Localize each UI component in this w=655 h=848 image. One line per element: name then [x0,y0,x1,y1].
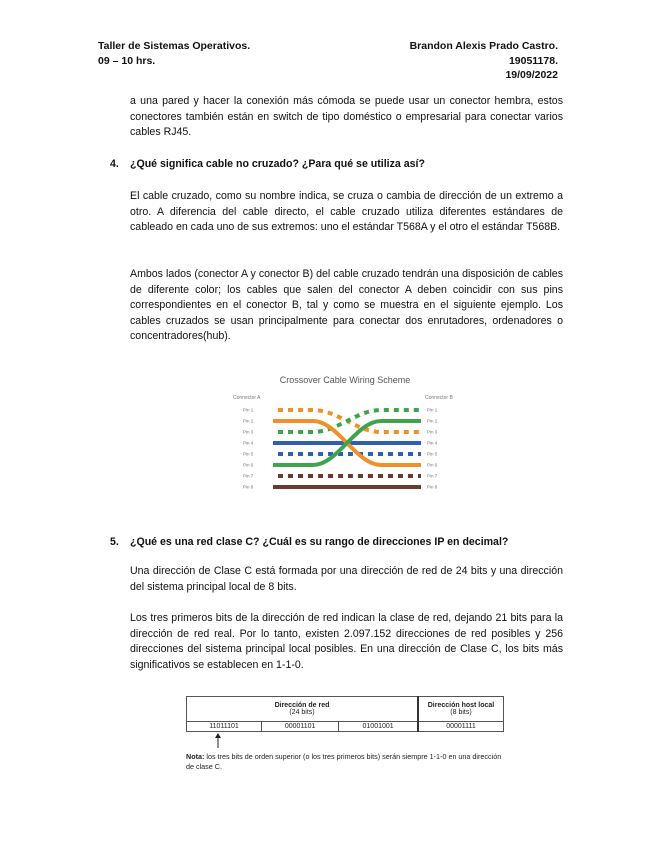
q5-paragraph-1: Una dirección de Clase C está formada por una dirección de red de 24 bits y una dirección del sistema principal local de 8 bits. [130,565,563,593]
octet-cell: 11011101 [187,722,262,732]
class-c-table [186,696,504,732]
q5-number: 5. [110,536,119,548]
pin-label: Pin 8 [427,484,438,490]
figure-title: Crossover Cable Wiring Scheme [279,375,411,385]
q5-paragraph-2: Los tres primeros bits de la dirección de red indican la clase de red, dejando 21 bits para la dirección de red real. Por lo tanto, existen 2.097.152 direcciones de red posibles y 256 direcciones del sistema principal local posibles. En una dirección de Clase C, los bits más significativos se establecen en 1-1-0. [130,612,563,671]
pin-label: Pin 1 [243,407,254,413]
q5-question: ¿Qué es una red clase C? ¿Cuál es su rango de direcciones IP en decimal? [130,536,509,548]
pin-label: Pin 5 [427,451,438,457]
pin-label: Pin 6 [427,462,438,468]
connector-b-label: Connector B [425,395,453,401]
q4-question: ¿Qué significa cable no cruzado? ¿Para qué se utiliza así? [130,158,425,170]
pin-label: Pin 2 [427,418,438,424]
pin-label: Pin 3 [243,429,254,435]
octet-cell: 00001111 [418,722,504,732]
up-arrow-icon [213,733,223,749]
pin-label: Pin 5 [243,451,254,457]
pin-label: Pin 8 [243,484,254,490]
octet-cell: 00001101 [262,722,339,732]
pin-label: Pin 1 [427,407,438,413]
wiring-diagram [225,372,465,497]
host-header-label: Dirección host local [427,702,495,709]
q4-number: 4. [110,158,119,170]
host-address-header [418,697,504,722]
q4-paragraph-1: El cable cruzado, como su nombre indica, se cruza o cambia de dirección de un extremo a otro. A diferencia del cable directo, el cable cruzado utiliza diferentes estándares de cableado en cada uno de sus extremos: uno el estándar T568A y el otro el estándar T568B. [130,190,563,233]
student-id: 19051178. [508,55,558,67]
note-label: Nota: [186,752,205,761]
pin-label: Pin 2 [243,418,254,424]
pin-label: Pin 7 [243,473,254,479]
octet-cell: 01001001 [339,722,418,732]
crossover-figure [225,372,465,497]
schedule: 09 – 10 hrs. [98,55,156,67]
net-bits-label: (24 bits) [289,709,315,716]
network-address-header [187,697,419,722]
connector-a-label: Connector A [233,395,261,401]
pin-label: Pin 3 [427,429,438,435]
table-note [186,752,504,772]
pin-label: Pin 4 [243,440,254,446]
author-name: Brandon Alexis Prado Castro. [409,40,558,52]
pin-label: Pin 4 [427,440,438,446]
intro-paragraph: a una pared y hacer la conexión más cómoda se puede usar un conector hembra, estos conectores también están en switch de tipo doméstico o empresarial para conectar varios cables RJ45. [130,95,563,138]
pin-label: Pin 6 [243,462,254,468]
net-header-label: Dirección de red [274,702,330,709]
pin-label: Pin 7 [427,473,438,479]
course-title: Taller de Sistemas Operativos. [98,40,251,52]
host-bits-label: (8 bits) [450,709,472,716]
q4-paragraph-2: Ambos lados (conector A y conector B) del cable cruzado tendrán una disposición de cables de diferente color; los cables que salen del conector A deben coincidir con sus pins correspondientes en el conector B, tal y como se muestra en el siguiente ejemplo. Los cables cruzados se usan principalmente para conectar dos enrutadores, ordenadores o concentradores(hub). [130,268,563,342]
date: 19/09/2022 [505,69,558,81]
note-text: los tres bits de orden superior (o los tres primeros bits) serán siempre 1-1-0 en una dirección de clase C. [186,752,502,771]
